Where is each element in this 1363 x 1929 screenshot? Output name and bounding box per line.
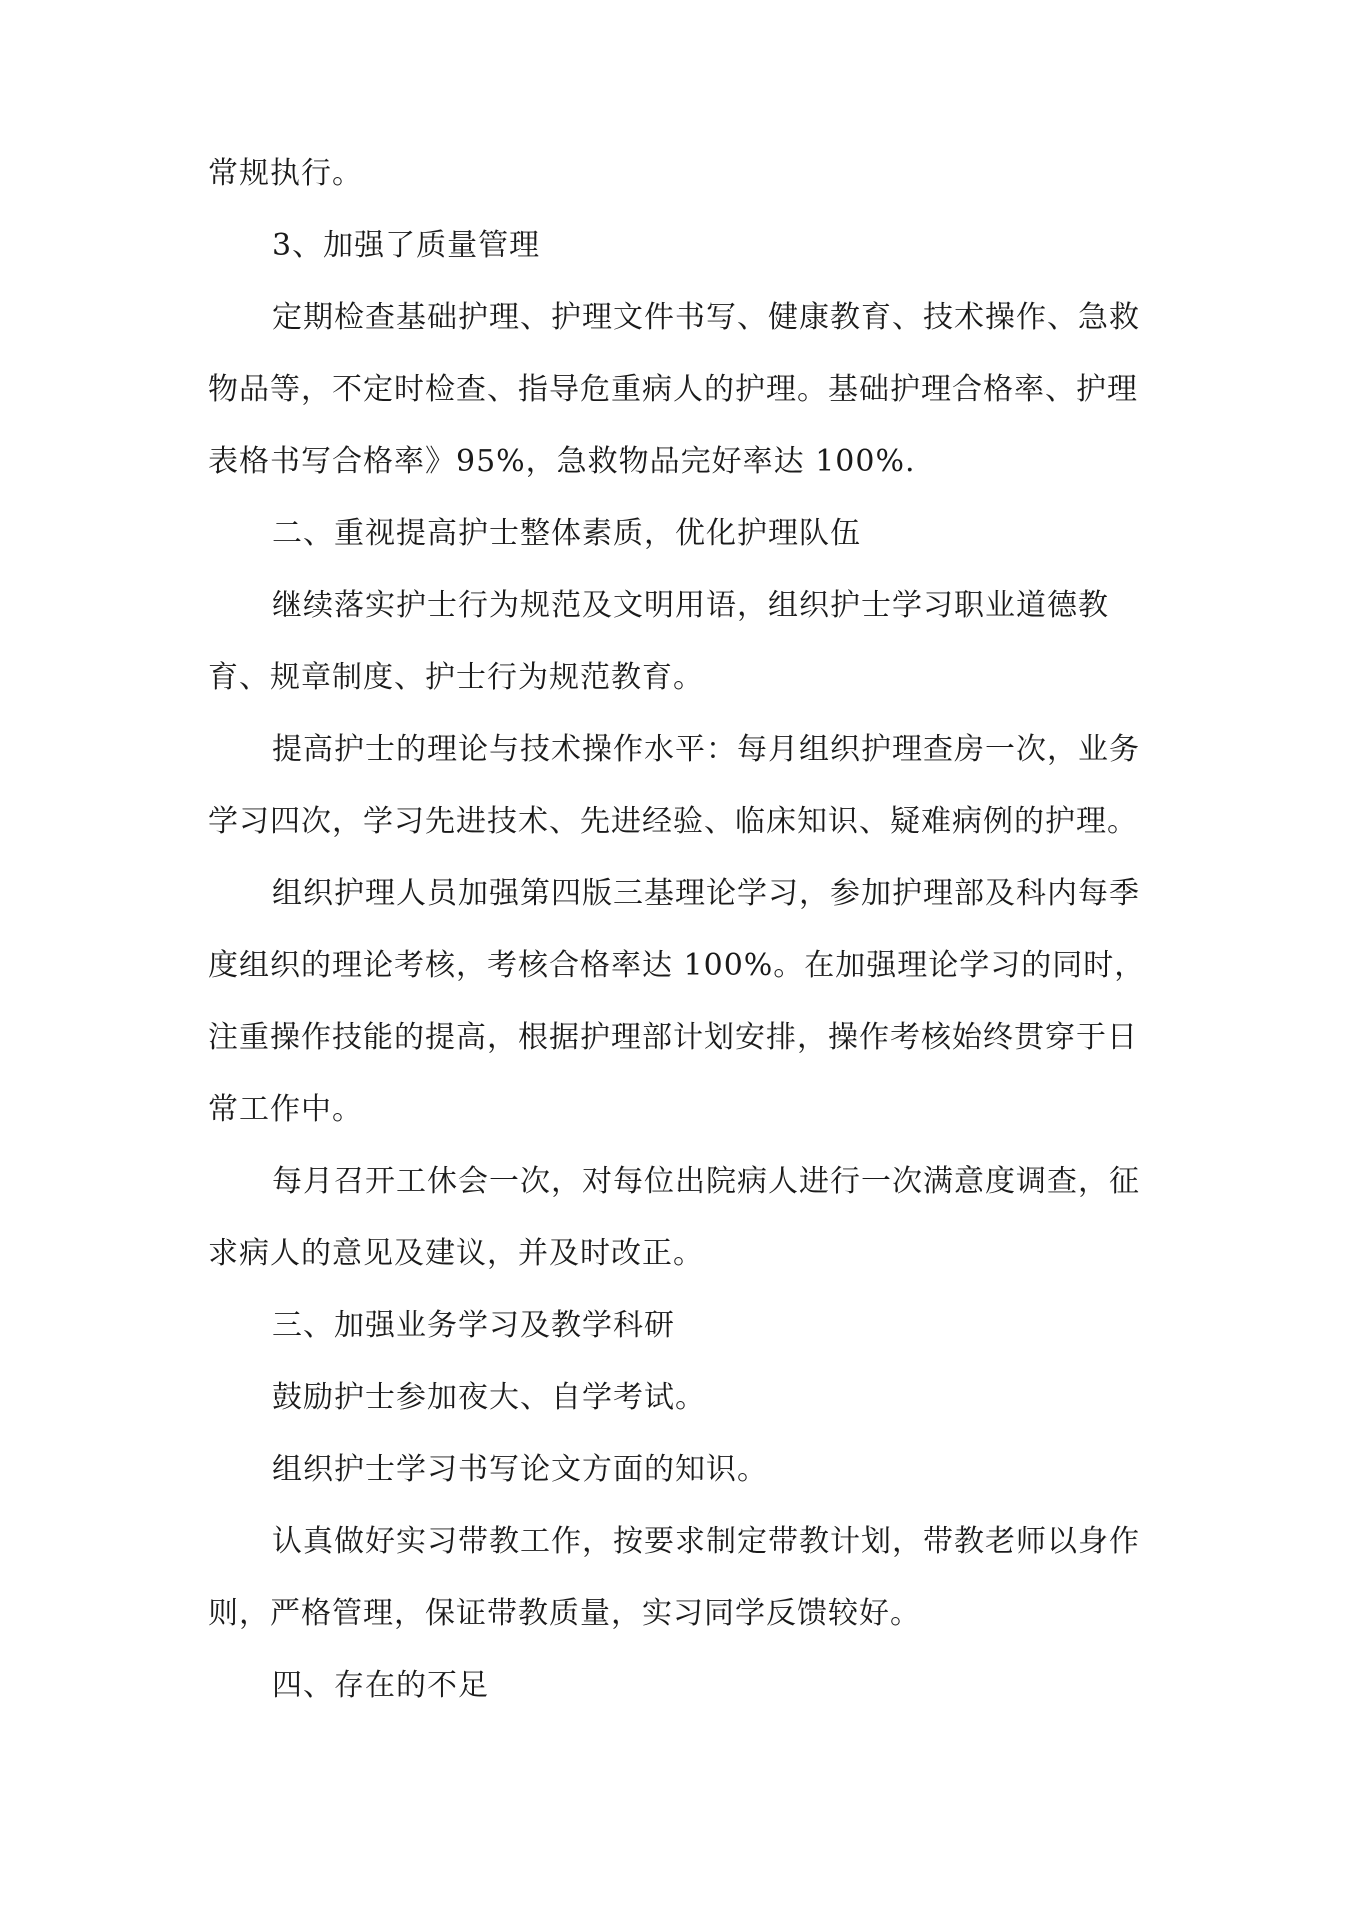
text-line: 育、规章制度、护士行为规范教育。: [208, 660, 704, 695]
text-line: 学习四次，学习先进技术、先进经验、临床知识、疑难病例的护理。: [208, 804, 1138, 839]
text-line: 定期检查基础护理、护理文件书写、健康教育、技术操作、急救: [272, 300, 1140, 335]
text-line: 常工作中。: [208, 1092, 363, 1127]
text-line: 继续落实护士行为规范及文明用语，组织护士学习职业道德教: [272, 588, 1109, 623]
text-line: 度组织的理论考核，考核合格率达 100%。在加强理论学习的同时，: [208, 948, 1146, 983]
text-line: 物品等，不定时检查、指导危重病人的护理。基础护理合格率、护理: [208, 372, 1138, 407]
text-line: 求病人的意见及建议，并及时改正。: [208, 1236, 704, 1271]
text-line: 3、加强了质量管理: [272, 228, 541, 263]
text-line: 则，严格管理，保证带教质量，实习同学反馈较好。: [208, 1596, 921, 1631]
document-body: [208, 138, 1178, 1722]
text-line: 四、存在的不足: [272, 1668, 489, 1703]
text-line: 常规执行。: [208, 156, 363, 191]
text-line: 组织护士学习书写论文方面的知识。: [272, 1452, 768, 1487]
text-line: 三、加强业务学习及教学科研: [272, 1308, 675, 1343]
text-line: 二、重视提高护士整体素质，优化护理队伍: [272, 516, 861, 551]
text-line: 认真做好实习带教工作，按要求制定带教计划，带教老师以身作: [272, 1524, 1140, 1559]
text-line: 提高护士的理论与技术操作水平：每月组织护理查房一次，业务: [272, 732, 1140, 767]
text-line: 注重操作技能的提高，根据护理部计划安排，操作考核始终贯穿于日: [208, 1020, 1138, 1055]
text-line: 鼓励护士参加夜大、自学考试。: [272, 1380, 706, 1415]
text-line: 每月召开工休会一次，对每位出院病人进行一次满意度调查，征: [272, 1164, 1140, 1199]
text-line: 组织护理人员加强第四版三基理论学习，参加护理部及科内每季: [272, 876, 1140, 911]
text-line: 表格书写合格率》95%，急救物品完好率达 100%.: [208, 444, 916, 479]
